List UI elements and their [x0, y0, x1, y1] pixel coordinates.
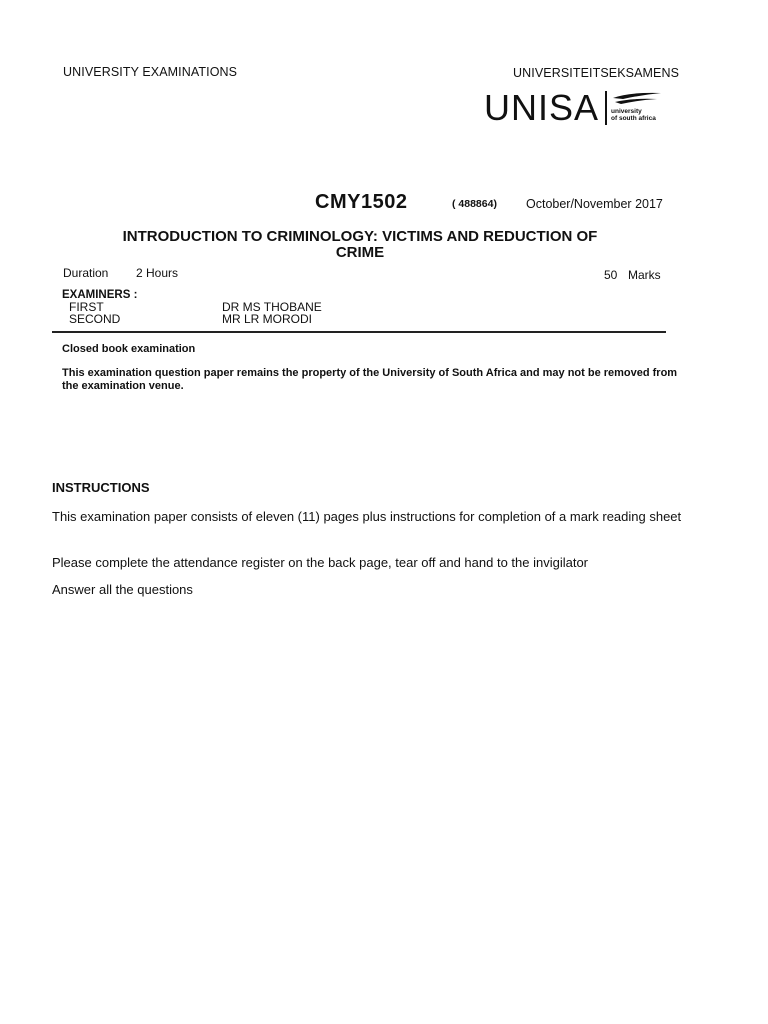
course-title	[60, 229, 660, 261]
second-examiner-name: MR LR MORODI	[222, 312, 312, 326]
unisa-logo	[484, 87, 671, 128]
examiners-heading: EXAMINERS :	[62, 289, 138, 301]
logo-divider	[605, 91, 607, 125]
instruction-item: Answer all the questions	[52, 582, 193, 597]
logo-swoosh-icon	[611, 90, 663, 106]
paper-number: ( 488864)	[452, 198, 497, 210]
course-code: CMY1502	[315, 191, 408, 213]
first-examiner-name: DR MS THOBANE	[222, 300, 322, 314]
second-examiner-label: SECOND	[69, 312, 121, 326]
duration-label: Duration	[63, 266, 109, 280]
logo-tagline-2: of south africa	[611, 115, 656, 122]
instruction-item: This examination paper consists of eleven (11) pages plus instructions for completion of a mark reading sheet	[52, 509, 682, 524]
header-left-text: UNIVERSITY EXAMINATIONS	[63, 65, 238, 79]
duration-value: 2 Hours	[136, 266, 179, 280]
instructions-heading: INSTRUCTIONS	[52, 480, 150, 495]
logo-mark	[611, 90, 671, 122]
header-right-text: UNIVERSITEITSEKSAMENS	[513, 66, 680, 80]
course-title-line-1: INTRODUCTION TO CRIMINOLOGY: VICTIMS AND REDUCTION OF	[122, 228, 598, 245]
logo-tagline-1: university	[611, 108, 642, 115]
closed-book-notice: Closed book examination	[62, 343, 196, 355]
course-title-line-2: CRIME	[335, 244, 385, 261]
instruction-item: Please complete the attendance register on the back page, tear off and hand to the invigilator	[52, 555, 589, 570]
header-divider	[52, 331, 666, 333]
marks-label: Marks	[628, 268, 661, 282]
marks-value: 50	[604, 268, 618, 282]
exam-session: October/November 2017	[526, 197, 663, 211]
logo-wordmark: UNISA	[484, 87, 600, 128]
property-notice: This examination question paper remains the property of the University of South Africa and may not be removed from the examination venue.	[62, 367, 678, 392]
first-examiner-label: FIRST	[69, 300, 104, 314]
